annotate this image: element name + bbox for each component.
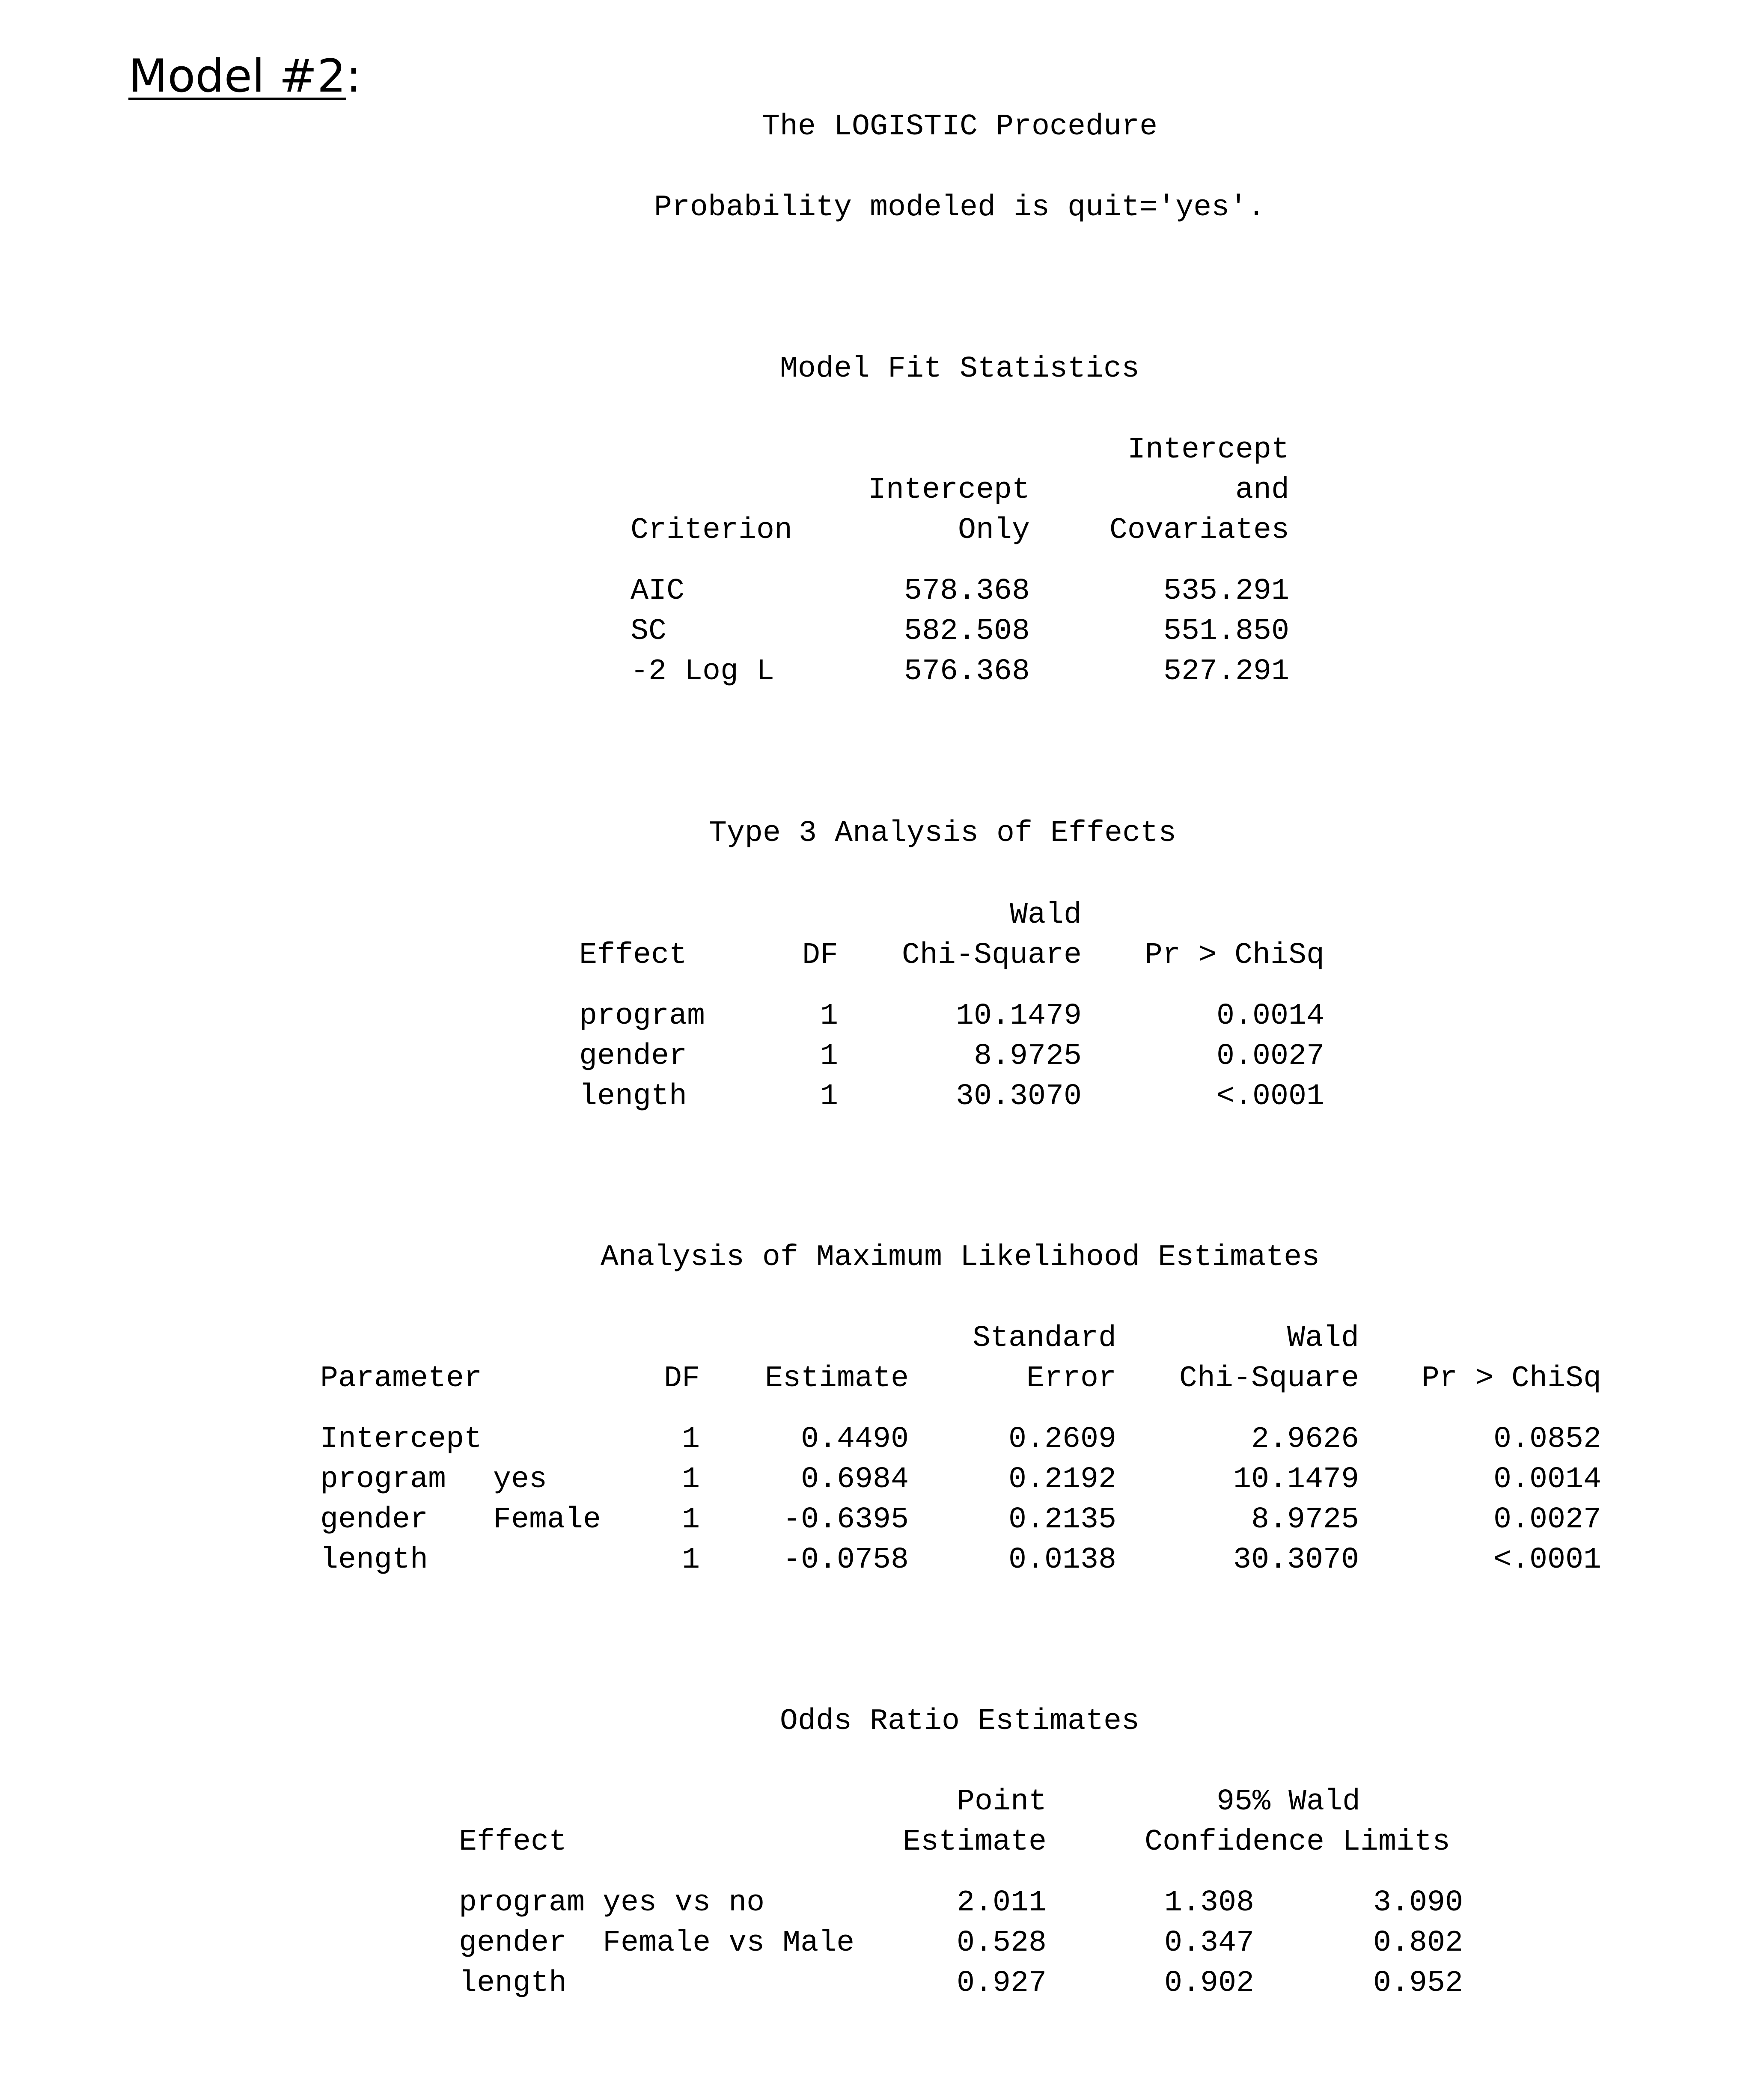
mle-row-estimate: -0.6395 — [782, 1503, 909, 1537]
mle-row-p: 0.0852 — [1493, 1423, 1601, 1456]
fit-row-criterion: -2 Log L — [631, 655, 775, 689]
odds-col-point-line2: Estimate — [902, 1825, 1047, 1859]
mle-row-parameter: length — [320, 1543, 428, 1577]
mle-col-estimate: Estimate — [764, 1362, 909, 1396]
mle-row-parameter: gender — [320, 1503, 428, 1537]
fit-row-with-covariates: 551.850 — [1163, 615, 1289, 648]
mle-row-se: 0.2192 — [1008, 1463, 1116, 1497]
mle-col-df: DF — [663, 1362, 700, 1396]
fit-statistics-title: Model Fit Statistics — [779, 352, 1140, 386]
type3-row-chisq: 30.3070 — [955, 1080, 1082, 1114]
procedure-title: The LOGISTIC Procedure — [761, 110, 1158, 144]
mle-row-se: 0.0138 — [1008, 1543, 1116, 1577]
fit-row-intercept-only: 578.368 — [904, 574, 1030, 608]
odds-col-point-line1: Point — [956, 1785, 1047, 1819]
odds-row-upper: 0.952 — [1373, 1966, 1463, 2000]
odds-row-point: 0.528 — [956, 1926, 1047, 1960]
mle-row-se: 0.2135 — [1008, 1503, 1116, 1537]
mle-row-df: 1 — [681, 1543, 700, 1577]
fit-row-intercept-only: 576.368 — [904, 655, 1030, 689]
odds-row-lower: 1.308 — [1164, 1886, 1254, 1920]
model-heading — [128, 50, 361, 102]
mle-col-chisq-line1: Wald — [1287, 1322, 1359, 1355]
mle-row-estimate: -0.0758 — [782, 1543, 909, 1577]
odds-row-effect: length — [459, 1966, 567, 2000]
odds-row-upper: 0.802 — [1373, 1926, 1463, 1960]
model-heading-label: Model #2 — [128, 50, 346, 102]
mle-row-estimate: 0.4490 — [800, 1423, 909, 1456]
odds-col-ci-line1: 95% Wald — [1216, 1785, 1361, 1819]
odds-title: Odds Ratio Estimates — [779, 1705, 1140, 1738]
odds-col-effect: Effect — [459, 1825, 567, 1859]
type3-row-effect: gender — [579, 1040, 687, 1073]
fit-col-covariates-line1: Intercept — [1127, 433, 1289, 467]
type3-row-df: 1 — [820, 999, 838, 1033]
mle-row-df: 1 — [681, 1463, 700, 1497]
odds-row-lower: 0.347 — [1164, 1926, 1254, 1960]
mle-col-se-line2: Error — [1026, 1362, 1116, 1396]
type3-col-chisq-line2: Chi-Square — [901, 939, 1082, 972]
type3-row-df: 1 — [820, 1040, 838, 1073]
mle-row-estimate: 0.6984 — [800, 1463, 909, 1497]
type3-row-chisq: 10.1479 — [955, 999, 1082, 1033]
mle-title: Analysis of Maximum Likelihood Estimates — [600, 1241, 1320, 1274]
mle-row-parameter: program — [320, 1463, 446, 1497]
odds-col-ci-line2: Confidence Limits — [1144, 1825, 1451, 1859]
odds-row-effect: program yes vs no — [459, 1886, 765, 1920]
mle-col-parameter: Parameter — [320, 1362, 482, 1396]
odds-row-upper: 3.090 — [1373, 1886, 1463, 1920]
type3-row-p: <.0001 — [1216, 1080, 1324, 1114]
mle-row-p: 0.0027 — [1493, 1503, 1601, 1537]
odds-row-point: 0.927 — [956, 1966, 1047, 2000]
fit-col-covariates-line2: and — [1235, 473, 1289, 507]
mle-row-df: 1 — [681, 1423, 700, 1456]
odds-row-point: 2.011 — [956, 1886, 1047, 1920]
fit-row-with-covariates: 527.291 — [1163, 655, 1289, 689]
type3-col-df: DF — [802, 939, 838, 972]
fit-col-intercept-only-line2: Only — [958, 514, 1030, 547]
type3-title: Type 3 Analysis of Effects — [708, 817, 1177, 850]
fit-col-intercept-only-line1: Intercept — [868, 473, 1030, 507]
mle-row-p: 0.0014 — [1493, 1463, 1601, 1497]
type3-col-p: Pr > ChiSq — [1144, 939, 1324, 972]
mle-row-parameter: Intercept — [320, 1423, 482, 1456]
probability-note: Probability modeled is quit='yes'. — [654, 191, 1266, 225]
mle-row-chisq: 10.1479 — [1233, 1463, 1359, 1497]
model-heading-colon: : — [346, 50, 361, 102]
type3-row-df: 1 — [820, 1080, 838, 1114]
type3-row-p: 0.0014 — [1216, 999, 1324, 1033]
fit-row-criterion: SC — [631, 615, 667, 648]
type3-row-effect: length — [579, 1080, 687, 1114]
mle-row-level: yes — [493, 1463, 547, 1497]
odds-row-effect: gender Female vs Male — [459, 1926, 855, 1960]
mle-row-df: 1 — [681, 1503, 700, 1537]
type3-col-chisq-line1: Wald — [1009, 898, 1082, 932]
fit-row-criterion: AIC — [631, 574, 685, 608]
mle-row-chisq: 2.9626 — [1251, 1423, 1359, 1456]
type3-row-chisq: 8.9725 — [973, 1040, 1082, 1073]
mle-col-p: Pr > ChiSq — [1421, 1362, 1601, 1396]
mle-row-p: <.0001 — [1493, 1543, 1601, 1577]
fit-row-with-covariates: 535.291 — [1163, 574, 1289, 608]
type3-col-effect: Effect — [579, 939, 687, 972]
mle-col-chisq-line2: Chi-Square — [1179, 1362, 1359, 1396]
type3-row-effect: program — [579, 999, 705, 1033]
mle-row-chisq: 30.3070 — [1233, 1543, 1359, 1577]
fit-col-criterion: Criterion — [631, 514, 793, 547]
mle-row-level: Female — [493, 1503, 601, 1537]
type3-row-p: 0.0027 — [1216, 1040, 1324, 1073]
fit-col-covariates-line3: Covariates — [1109, 514, 1289, 547]
mle-row-chisq: 8.9725 — [1251, 1503, 1359, 1537]
odds-row-lower: 0.902 — [1164, 1966, 1254, 2000]
fit-row-intercept-only: 582.508 — [904, 615, 1030, 648]
mle-col-se-line1: Standard — [972, 1322, 1116, 1355]
mle-row-se: 0.2609 — [1008, 1423, 1116, 1456]
